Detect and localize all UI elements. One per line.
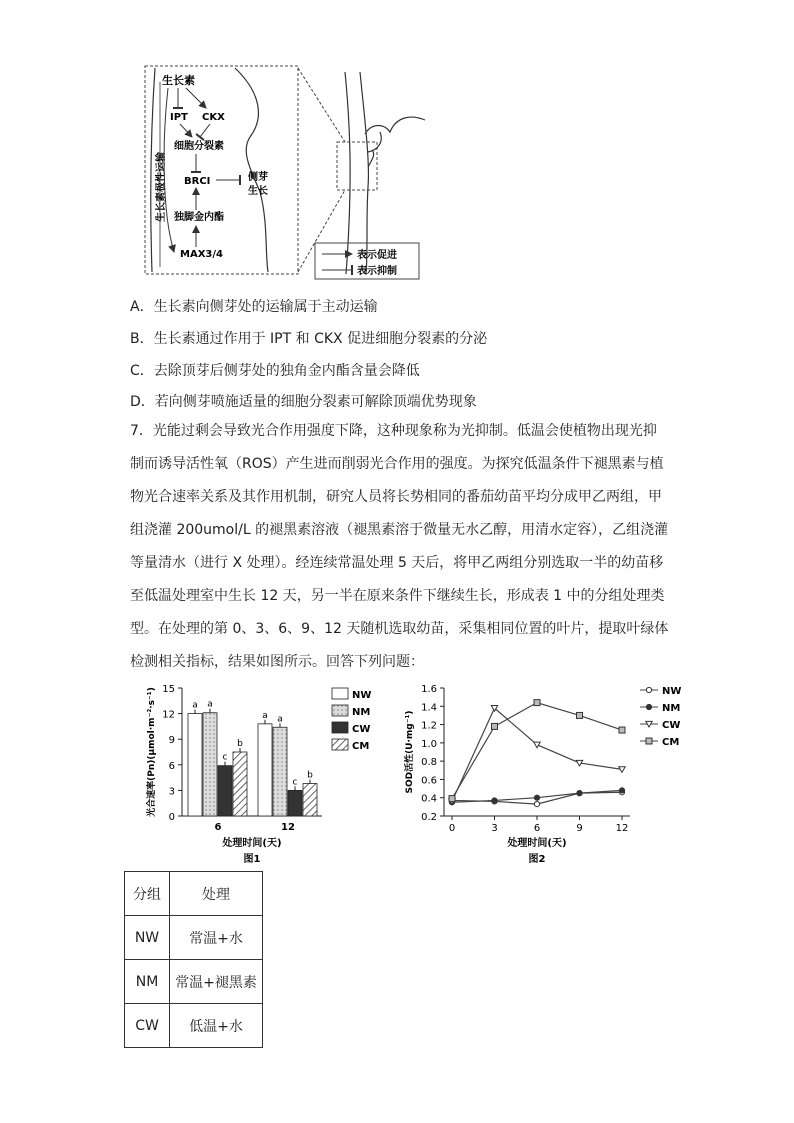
table-header-cell: 分组: [125, 872, 170, 916]
significance-label: a: [262, 710, 268, 721]
x-tick-label: 6: [214, 822, 222, 833]
chart-title: 图2: [528, 854, 546, 865]
table-cell: NW: [125, 916, 170, 960]
bar-cm: [303, 784, 317, 816]
figure-1-bar-chart: [140, 676, 390, 866]
q7-line: 制而诱导活性氧（ROS）产生进而削弱光合作用的强度。为探究低温条件下褪黑素与植: [130, 456, 664, 472]
option-b: B．生长素通过作用于 IPT 和 CKX 促进细胞分裂素的分泌: [130, 331, 488, 347]
bar-nm: [203, 713, 217, 816]
significance-label: c: [222, 752, 228, 763]
node-auxin: 生长素: [162, 74, 195, 87]
table-row: [125, 916, 263, 960]
y-tick-label: 6: [168, 760, 175, 772]
y-tick-label: 0: [168, 812, 175, 823]
table-cell: CW: [125, 1004, 170, 1048]
point-nm: [534, 795, 539, 800]
x-axis-label: 处理时间(天): [507, 838, 567, 849]
y-tick-label: 1.2: [421, 720, 437, 732]
point-nm: [619, 788, 624, 793]
table-row: [125, 1004, 263, 1048]
bar-cw: [288, 790, 302, 816]
legend-swatch: [332, 739, 348, 750]
y-tick-label: 15: [162, 684, 175, 695]
y-tick-label: 0.2: [421, 812, 437, 823]
grouping-table: [124, 871, 263, 1048]
x-tick-label: 6: [533, 823, 541, 834]
y-axis-label: 光合速率(Pn)(μmol·m⁻²·s⁻¹): [147, 687, 157, 817]
y-tick-label: 1.6: [421, 684, 437, 695]
y-tick-label: 0.4: [421, 793, 437, 805]
q7-line: 7．光能过剩会导致光合作用强度下降，这种现象称为光抑制。低温会使植物出现光抑: [130, 423, 657, 439]
table-cell: 常温+水: [170, 916, 263, 960]
legend-marker: [646, 704, 651, 709]
point-cm: [492, 723, 498, 729]
node-cytokinin: 细胞分裂素: [174, 141, 224, 152]
table-row: [125, 872, 263, 916]
significance-label: b: [307, 770, 313, 781]
node-brc1: BRCI: [184, 176, 211, 187]
bar-nm: [273, 727, 287, 816]
significance-label: a: [207, 699, 213, 710]
legend-label: NM: [662, 703, 681, 714]
x-axis-label: 处理时间(天): [222, 838, 282, 849]
significance-label: a: [277, 714, 283, 725]
significance-label: a: [192, 700, 198, 711]
y-axis-label: SOD活性(U·mg⁻¹): [405, 710, 415, 794]
table-cell: NM: [125, 960, 170, 1004]
x-tick-label: 3: [491, 823, 498, 834]
x-tick-label: 12: [615, 823, 629, 834]
table-cell: 常温+褪黑素: [170, 960, 263, 1004]
point-nm: [492, 798, 497, 803]
regulation-diagram: [140, 62, 430, 284]
node-max: MAX3/4: [180, 249, 223, 260]
series-line-cm: [452, 703, 622, 799]
point-cm: [577, 712, 583, 718]
y-tick-label: 1.4: [421, 702, 437, 714]
option-a: A．生长素向侧芽处的运输属于主动运输: [130, 299, 378, 315]
point-nm: [577, 791, 582, 796]
question-7: [130, 415, 670, 679]
significance-label: b: [237, 739, 243, 749]
y-tick-label: 12: [162, 709, 175, 721]
legend-label: CW: [662, 720, 681, 731]
legend-label: CM: [352, 741, 370, 752]
bar-nw: [188, 714, 202, 816]
point-cm: [619, 727, 625, 733]
node-transport: 生长素极性运输: [156, 152, 167, 222]
legend-swatch: [332, 688, 348, 699]
q7-line: 等量清水（进行 X 处理）。经连续常温处理 5 天后，将甲乙两组分别选取一半的幼苗移: [130, 555, 664, 571]
figure-2-line-chart: [400, 676, 690, 866]
legend-swatch: [332, 705, 348, 716]
significance-label: c: [292, 777, 298, 788]
y-tick-label: 1.0: [421, 738, 437, 750]
legend-label: CW: [352, 724, 371, 735]
y-tick-label: 0.8: [421, 757, 437, 769]
bar-nw: [258, 724, 272, 816]
x-tick-label: 12: [281, 822, 295, 833]
x-tick-label: 0: [448, 823, 456, 834]
legend-label: CM: [662, 737, 680, 748]
legend-label: NW: [662, 686, 682, 697]
q7-line: 检测相关指标，结果如图所示。回答下列问题：: [130, 654, 424, 670]
legend-promote: 表示促进: [357, 250, 397, 261]
node-ckx: CKX: [202, 112, 225, 123]
legend-label: NM: [352, 707, 371, 718]
bar-cm: [233, 752, 247, 816]
point-cw: [534, 742, 540, 748]
node-ipt: IPT: [170, 112, 188, 123]
y-tick-label: 3: [168, 786, 175, 798]
q7-line: 型。在处理的第 0、3、6、9、12 天随机选取幼苗，采集相同位置的叶片，提取叶绿体: [130, 621, 669, 637]
table-cell: 低温+水: [170, 1004, 263, 1048]
point-nw: [534, 802, 539, 807]
bar-cw: [218, 766, 232, 816]
legend-inhibit: 表示抑制: [357, 266, 397, 277]
q7-line: 物光合速率关系及其作用机制，研究人员将长势相同的番茄幼苗平均分成甲乙两组，甲: [130, 489, 662, 505]
table-row: [125, 960, 263, 1004]
point-cm: [449, 796, 455, 802]
q7-line: 组浇灌 200umol/L 的褪黑素溶液（褪黑素溶于微量无水乙醇，用清水定容），乙组浇灌: [130, 522, 669, 538]
table-header-cell: 处理: [170, 872, 263, 916]
node-bud-growth: 侧芽生长: [248, 172, 268, 197]
chart-title: 图1: [243, 854, 261, 865]
node-strigolactone: 独脚金内酯: [174, 212, 224, 223]
legend-swatch: [332, 722, 348, 733]
legend-marker: [646, 738, 652, 744]
q7-line: 至低温处理室中生长 12 天，另一半在原来条件下继续生长，形成表 1 中的分组处理类: [130, 588, 665, 604]
option-d: D．若向侧芽喷施适量的细胞分裂素可解除顶端优势现象: [130, 394, 477, 410]
legend-label: NW: [352, 690, 372, 701]
option-c: C．去除顶芽后侧芽处的独角金内酯含量会降低: [130, 363, 420, 379]
y-tick-label: 0.6: [421, 775, 437, 787]
y-tick-label: 9: [168, 735, 175, 747]
legend-marker: [646, 687, 651, 692]
point-cm: [534, 700, 540, 706]
x-tick-label: 9: [576, 823, 583, 834]
